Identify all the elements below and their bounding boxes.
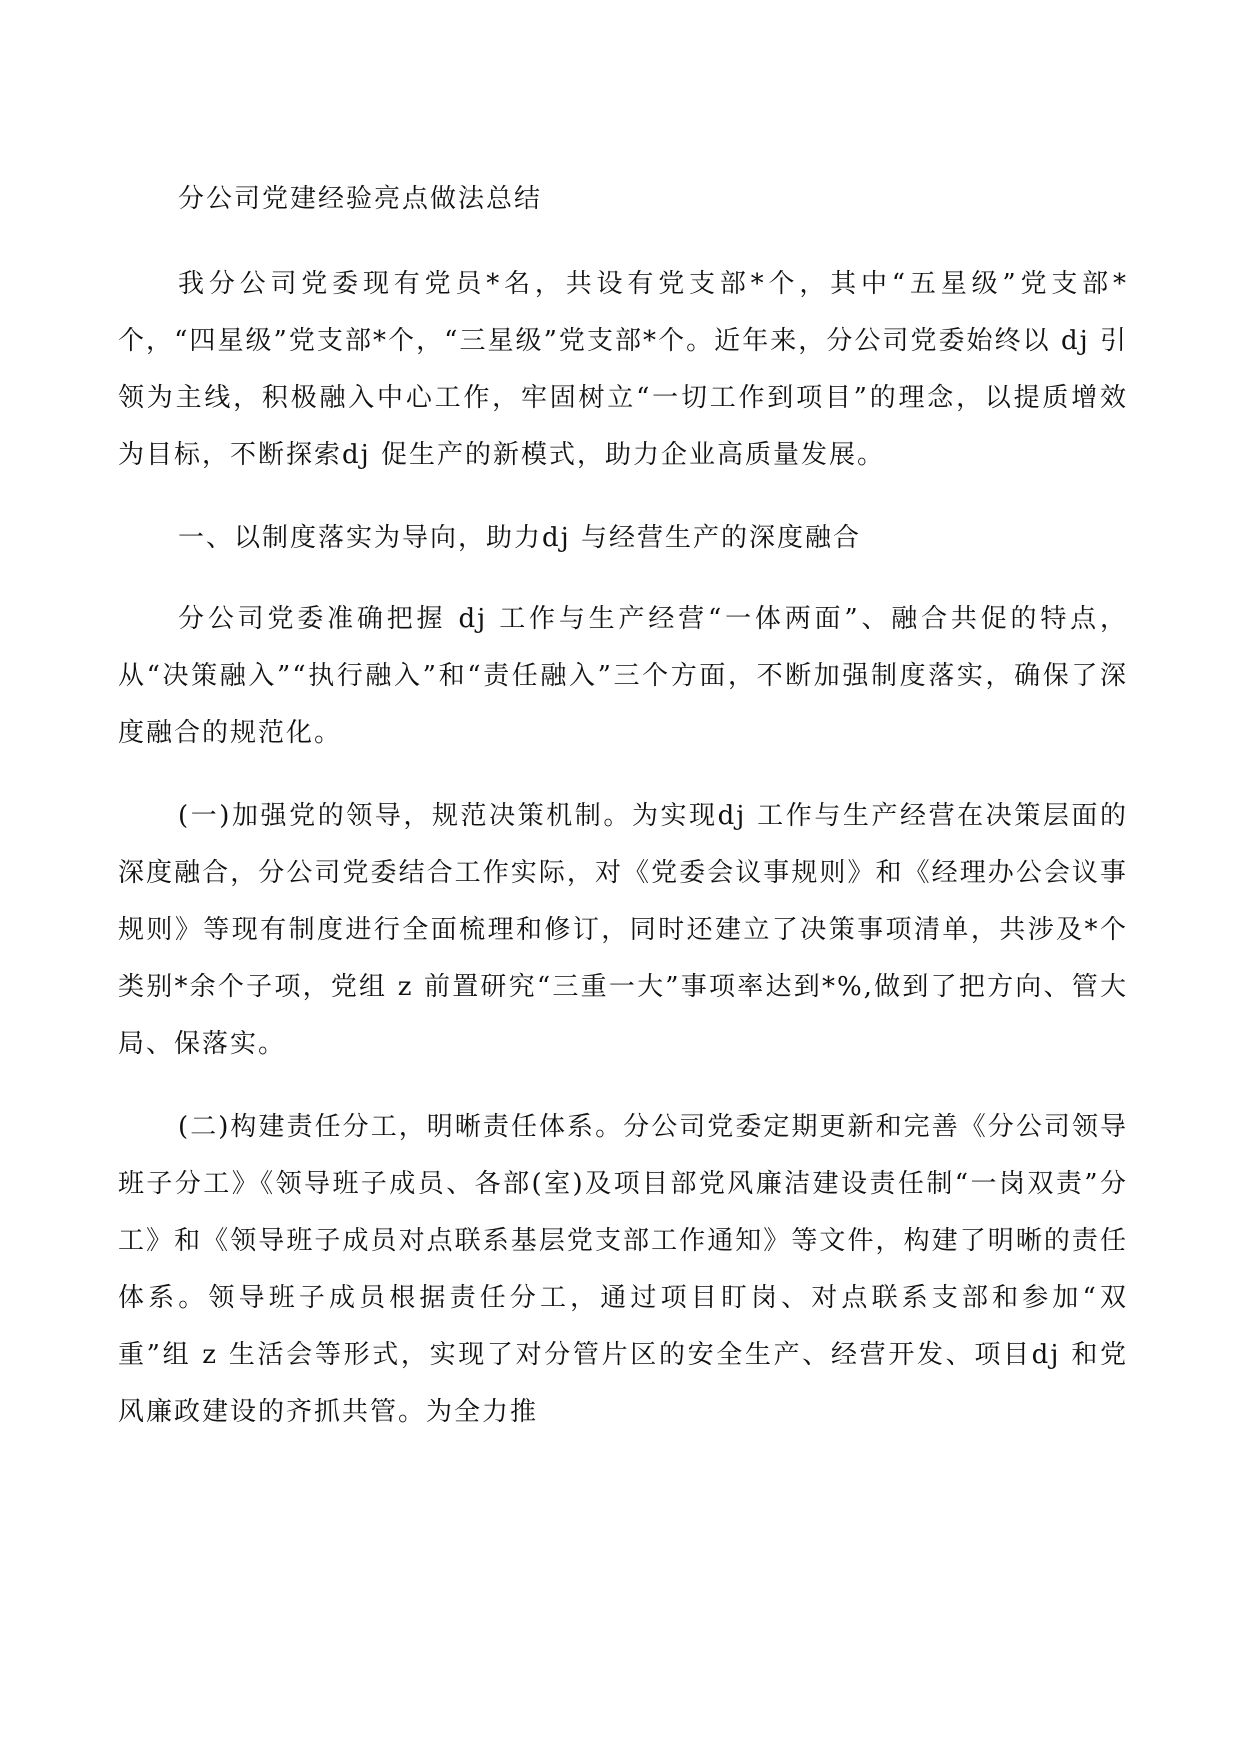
document-title: 分公司党建经验亮点做法总结 <box>178 184 543 214</box>
subsection-2-paragraph: (二)构建责任分工，明晰责任体系。分公司党委定期更新和完善《分公司领导班子分工》《领导班子成员、各部(室)及项目部党风廉洁建设责任制“一岗双责”分工》和《领导班子成员对点联系基层党支部工作通知》等文件，构建了明晰的责任体系。领导班子成员根据责任分工，通过项目盯岗、对点联系支部和参加“双重”组 z 生活会等形式，实现了对分管片区的安全生产、经营开发、项目dj 和党风廉政建设的齐抓共管。为全力推 <box>118 1112 1128 1427</box>
section-heading-1: 一、以制度落实为导向，助力dj 与经营生产的深度融合 <box>178 523 861 553</box>
subsection-1-paragraph: (一)加强党的领导，规范决策机制。为实现dj 工作与生产经营在决策层面的深度融合，分公司党委结合工作实际，对《党委会议事规则》和《经理办公会议事规则》等现有制度进行全面梳理和修订，同时还建立了决策事项清单，共涉及*个类别*余个子项，党组 z 前置研究“三重一大”事项率达到*%,做到了把方向、管大局、保落实。 <box>118 801 1128 1059</box>
document-body <box>118 170 1128 1467</box>
section-1-paragraph: 分公司党委准确把握 dj 工作与生产经营“一体两面”、融合共促的特点，从“决策融入”“执行融入”和“责任融入”三个方面，不断加强制度落实，确保了深度融合的规范化。 <box>118 604 1128 748</box>
intro-paragraph: 我分公司党委现有党员*名，共设有党支部*个，其中“五星级”党支部*个，“四星级”党支部*个，“三星级”党支部*个。近年来，分公司党委始终以 dj 引领为主线，积极融入中心工作，牢固树立“一切工作到项目”的理念，以提质增效为目标，不断探索dj 促生产的新模式，助力企业高质量发展。 <box>118 269 1128 470</box>
